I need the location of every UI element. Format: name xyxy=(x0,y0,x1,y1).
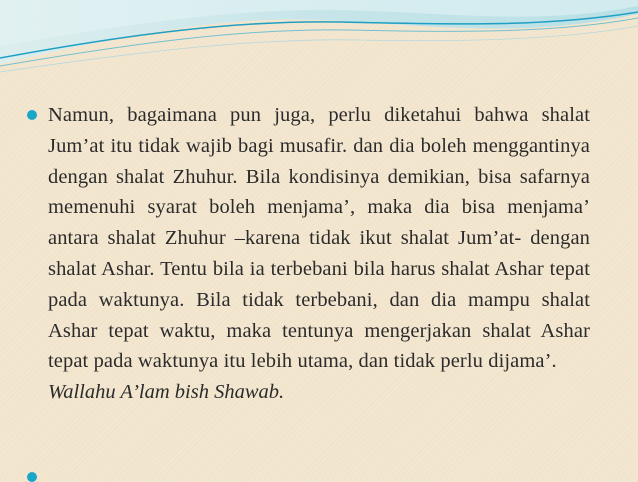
bullet-dot-icon xyxy=(27,472,37,482)
wave-header-decoration xyxy=(0,0,638,80)
content-area xyxy=(24,100,590,408)
paragraph-text: Namun, bagaimana pun juga, perlu diketahui bahwa shalat Jum’at itu tidak wajib bagi musafir. dan dia boleh menggantinya dengan shalat Zhuhur. Bila kondisinya demikian, bisa safarnya memenuhi syarat boleh menjama’, maka dia bisa menjama’ antara shalat Zhuhur –karena tidak ikut shalat Jum’at- dengan shalat Ashar. Tentu bila ia terbebani bila harus shalat Ashar tepat pada waktunya. Bila tidak terbebani, dan dia mampu shalat Ashar tepat waktu, maka tentunya mengerjakan shalat Ashar tepat pada waktunya itu lebih utama, dan tidak perlu dijama’. xyxy=(48,104,590,373)
bullet-dot-icon xyxy=(27,110,37,120)
closing-phrase: Wallahu A’lam bish Shawab. xyxy=(48,381,285,404)
bullet-paragraph xyxy=(24,100,590,408)
